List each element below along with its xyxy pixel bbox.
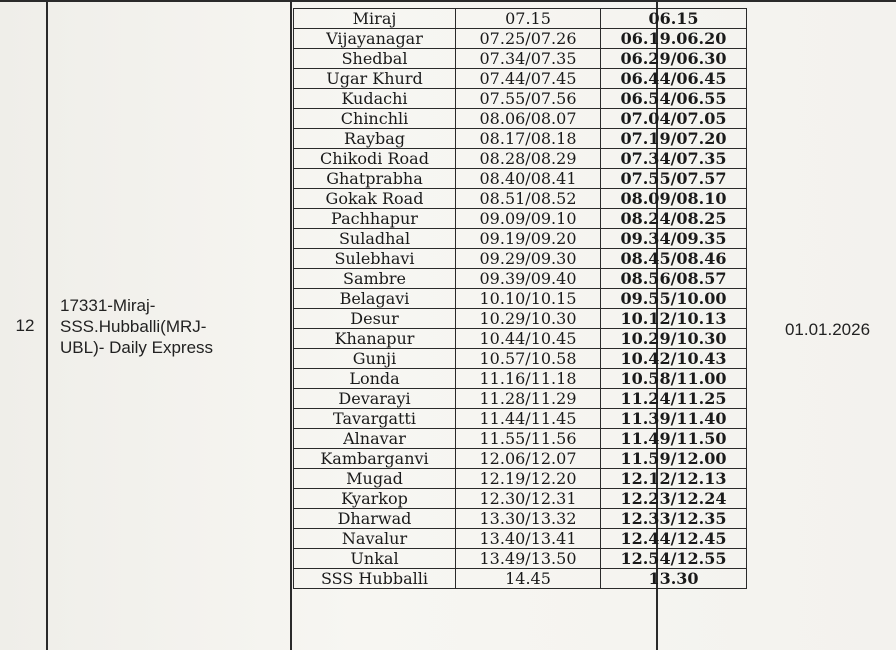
table-row: [294, 209, 747, 229]
table-row: [294, 69, 747, 89]
table-row: [294, 109, 747, 129]
station-name: Gokak Road: [294, 189, 456, 209]
column-divider: [290, 0, 292, 650]
old-timing: 10.44/10.45: [456, 329, 601, 349]
old-timing: 09.39/09.40: [456, 269, 601, 289]
new-timing: 11.49/11.50: [601, 429, 747, 449]
station-name: Shedbal: [294, 49, 456, 69]
old-timing: 07.34/07.35: [456, 49, 601, 69]
new-timing: 07.34/07.35: [601, 149, 747, 169]
table-row: [294, 289, 747, 309]
station-name: Kyarkop: [294, 489, 456, 509]
table-row: [294, 469, 747, 489]
old-timing: 09.19/09.20: [456, 229, 601, 249]
old-timing: 12.19/12.20: [456, 469, 601, 489]
table-row: [294, 9, 747, 29]
station-name: Belagavi: [294, 289, 456, 309]
new-timing: 08.24/08.25: [601, 209, 747, 229]
new-timing: 07.55/07.57: [601, 169, 747, 189]
old-timing: 13.49/13.50: [456, 549, 601, 569]
table-row: [294, 409, 747, 429]
table-row: [294, 329, 747, 349]
new-timing: 12.33/12.35: [601, 509, 747, 529]
station-name: Mugad: [294, 469, 456, 489]
new-timing: 08.45/08.46: [601, 249, 747, 269]
new-timing: 10.58/11.00: [601, 369, 747, 389]
station-name: Chikodi Road: [294, 149, 456, 169]
old-timing: 08.06/08.07: [456, 109, 601, 129]
new-timing: 10.12/10.13: [601, 309, 747, 329]
new-timing: 13.30: [601, 569, 747, 589]
new-timing: 06.54/06.55: [601, 89, 747, 109]
table-row: [294, 149, 747, 169]
effective-date: 01.01.2026: [784, 320, 871, 339]
new-timing: 09.55/10.00: [601, 289, 747, 309]
table-row: [294, 309, 747, 329]
station-name: Tavargatti: [294, 409, 456, 429]
old-timing: 11.16/11.18: [456, 369, 601, 389]
station-name: Sulebhavi: [294, 249, 456, 269]
station-name: Suladhal: [294, 229, 456, 249]
table-row: [294, 269, 747, 289]
table-row: [294, 49, 747, 69]
station-name: Alnavar: [294, 429, 456, 449]
station-name: Devarayi: [294, 389, 456, 409]
old-timing: 09.29/09.30: [456, 249, 601, 269]
station-name: Gunji: [294, 349, 456, 369]
old-timing: 12.06/12.07: [456, 449, 601, 469]
station-name: Kambarganvi: [294, 449, 456, 469]
old-timing: 13.30/13.32: [456, 509, 601, 529]
old-timing: 12.30/12.31: [456, 489, 601, 509]
old-timing: 09.09/09.10: [456, 209, 601, 229]
new-timing: 12.54/12.55: [601, 549, 747, 569]
old-timing: 07.44/07.45: [456, 69, 601, 89]
old-timing: 08.51/08.52: [456, 189, 601, 209]
station-name: Pachhapur: [294, 209, 456, 229]
table-row: [294, 489, 747, 509]
top-border: [0, 0, 896, 2]
table-row: [294, 369, 747, 389]
old-timing: 14.45: [456, 569, 601, 589]
table-row: [294, 249, 747, 269]
station-name: Desur: [294, 309, 456, 329]
old-timing: 08.40/08.41: [456, 169, 601, 189]
table-row: [294, 429, 747, 449]
old-timing: 07.15: [456, 9, 601, 29]
serial-number: 12: [15, 316, 35, 335]
old-timing: 08.17/08.18: [456, 129, 601, 149]
new-timing: 09.34/09.35: [601, 229, 747, 249]
station-name: Navalur: [294, 529, 456, 549]
new-timing: 12.23/12.24: [601, 489, 747, 509]
table-row: [294, 529, 747, 549]
station-name: Sambre: [294, 269, 456, 289]
old-timing: 07.55/07.56: [456, 89, 601, 109]
new-timing: 10.29/10.30: [601, 329, 747, 349]
station-name: Londa: [294, 369, 456, 389]
old-timing: 10.10/10.15: [456, 289, 601, 309]
train-name: 17331-Miraj- SSS.Hubballi(MRJ- UBL)- Daily Express: [60, 296, 214, 357]
old-timing: 10.29/10.30: [456, 309, 601, 329]
new-timing: 10.42/10.43: [601, 349, 747, 369]
new-timing: 11.24/11.25: [601, 389, 747, 409]
station-timing-table: [293, 8, 747, 589]
new-timing: 11.59/12.00: [601, 449, 747, 469]
column-divider: [46, 0, 48, 650]
new-timing: 06.15: [601, 9, 747, 29]
new-timing: 06.44/06.45: [601, 69, 747, 89]
station-name: Miraj: [294, 9, 456, 29]
station-name: Unkal: [294, 549, 456, 569]
table-row: [294, 549, 747, 569]
old-timing: 11.55/11.56: [456, 429, 601, 449]
station-name: SSS Hubballi: [294, 569, 456, 589]
table-row: [294, 29, 747, 49]
table-row: [294, 229, 747, 249]
old-timing: 11.44/11.45: [456, 409, 601, 429]
station-name: Khanapur: [294, 329, 456, 349]
station-name: Vijayanagar: [294, 29, 456, 49]
station-name: Kudachi: [294, 89, 456, 109]
station-name: Ghatprabha: [294, 169, 456, 189]
station-name: Raybag: [294, 129, 456, 149]
new-timing: 06.19.06.20: [601, 29, 747, 49]
new-timing: 08.09/08.10: [601, 189, 747, 209]
table-row: [294, 129, 747, 149]
table-row: [294, 389, 747, 409]
new-timing: 11.39/11.40: [601, 409, 747, 429]
new-timing: 07.04/07.05: [601, 109, 747, 129]
new-timing: 12.12/12.13: [601, 469, 747, 489]
table-row: [294, 509, 747, 529]
old-timing: 13.40/13.41: [456, 529, 601, 549]
station-name: Dharwad: [294, 509, 456, 529]
old-timing: 07.25/07.26: [456, 29, 601, 49]
new-timing: 08.56/08.57: [601, 269, 747, 289]
new-timing: 06.29/06.30: [601, 49, 747, 69]
station-name: Ugar Khurd: [294, 69, 456, 89]
old-timing: 10.57/10.58: [456, 349, 601, 369]
table-row: [294, 169, 747, 189]
new-timing: 12.44/12.45: [601, 529, 747, 549]
table-row: [294, 449, 747, 469]
table-row: [294, 349, 747, 369]
new-timing: 07.19/07.20: [601, 129, 747, 149]
table-row: [294, 89, 747, 109]
table-row: [294, 569, 747, 589]
old-timing: 11.28/11.29: [456, 389, 601, 409]
station-name: Chinchli: [294, 109, 456, 129]
old-timing: 08.28/08.29: [456, 149, 601, 169]
table-row: [294, 189, 747, 209]
